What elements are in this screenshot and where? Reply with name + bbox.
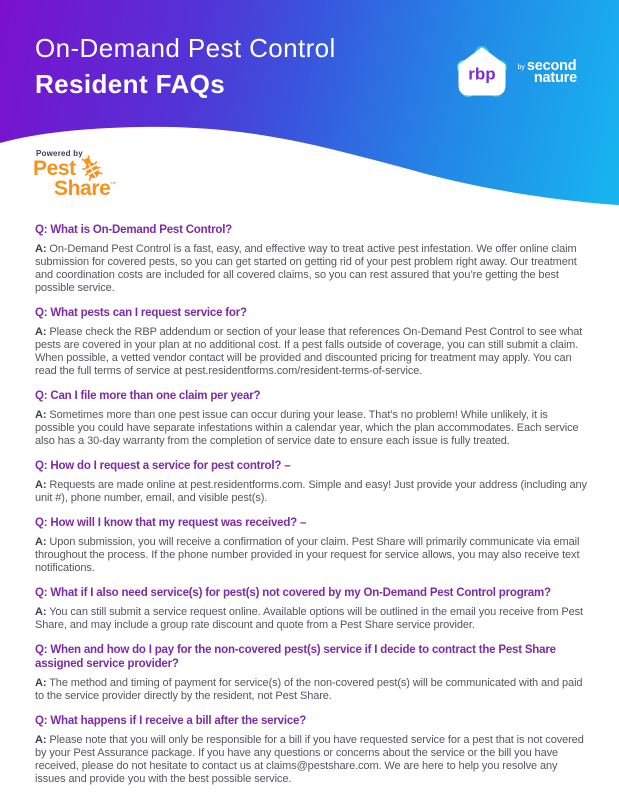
pest-share-word1: Pest (33, 157, 76, 180)
answer-prefix: A: (35, 243, 47, 255)
rbp-logo (456, 46, 508, 98)
page-title-line1: On-Demand Pest Control (35, 33, 336, 63)
rbp-second-nature-brand (456, 46, 577, 98)
faq-answer (35, 606, 589, 632)
powered-by-label: Powered by (36, 149, 83, 158)
faq-item (35, 516, 589, 575)
faq-item (35, 389, 589, 448)
second-nature-words (526, 57, 577, 86)
pest-share-word2: Share (54, 177, 111, 200)
faq-question: Q: How do I request a service for pest control? – (35, 460, 291, 472)
pest-share-logo (33, 149, 116, 199)
faq-question: Q: What if I also need service(s) for pest(s) not covered by my On-Demand Pest Control program? (35, 587, 551, 599)
by-label: by (517, 63, 525, 71)
faq-item (35, 714, 589, 786)
faq-item (35, 306, 589, 378)
answer-prefix: A: (35, 677, 47, 689)
faq-answer (35, 677, 589, 703)
answer-text: You can still submit a service request online. Available options will be outlined in the email you receive from Pest Share, and may include a group rate discount and quote from a Pest Share service provider. (35, 606, 583, 631)
answer-prefix: A: (35, 734, 47, 746)
faq-list (0, 210, 619, 786)
faq-item (35, 459, 589, 505)
faq-question: Q: How will I know that my request was received? – (35, 517, 307, 529)
rbp-logo-text: rbp (468, 64, 497, 84)
answer-text: Upon submission, you will receive a confirmation of your claim. Pest Share will primarily communicate via email throughout the process. If the phone number provided in your request for service allows, you may also receive text notifications. (35, 536, 580, 574)
faq-question: Q: When and how do I pay for the non-covered pest(s) service if I decide to contract the Pest Share assigned service provider? (35, 644, 556, 670)
trademark-symbol: ™ (110, 182, 117, 188)
answer-prefix: A: (35, 479, 47, 491)
faq-item (35, 223, 589, 295)
faq-answer (35, 409, 589, 448)
page-title (35, 33, 336, 99)
answer-text: Sometimes more than one pest issue can occur during your lease. That’s no problem! While unlikely, it is possible you could have separate infestations within a calendar year, which the plan accommodates. Each service also has a 30-day warranty from the completion of service date to ensure each issue is fully treated. (35, 409, 579, 447)
faq-question: Q: What pests can I request service for? (35, 307, 247, 319)
answer-text: Please check the RBP addendum or section of your lease that references On-Demand Pest Control to see what pests are covered in your plan at no additional cost. If a pest falls outside of coverage, you can still submit a claim. When possible, a vetted vendor contact will be provided and discounted pricing for treatment may apply. You can read the full terms of service at pest.residentforms.com/resident-terms-of-service. (35, 326, 583, 377)
faq-answer (35, 326, 589, 378)
page-title-line2: Resident FAQs (35, 69, 226, 99)
answer-text: Please note that you will only be responsible for a bill if you have requested service for a pest that is not covered by your Pest Assurance package. If you have any questions or concerns about the service or the bill you have received, please do not hesitate to contact us at claims@pestshare.com. We are here to help you resolve any issues and provide you with the best possible service. (35, 734, 584, 785)
answer-prefix: A: (35, 409, 47, 421)
faq-item (35, 643, 589, 703)
answer-text: On-Demand Pest Control is a fast, easy, and effective way to treat active pest infestation. We offer online claim submission for covered pests, so you can get started on getting rid of your pest problem right away. Our treatment and coordination costs are included for all covered claims, so you can rest assured that you’re getting the best possible service. (35, 243, 577, 294)
answer-text: Requests are made online at pest.residentforms.com. Simple and easy! Just provide your address (including any unit #), phone number, email, and visible pest(s). (35, 479, 587, 504)
faq-answer (35, 243, 589, 295)
faq-answer (35, 536, 589, 575)
answer-prefix: A: (35, 536, 47, 548)
second-nature-wordmark (517, 57, 577, 86)
rbp-house-icon (456, 46, 508, 98)
second-nature-line2: nature (533, 70, 577, 86)
answer-prefix: A: (35, 326, 47, 338)
answer-text: The method and timing of payment for service(s) of the non-covered pest(s) will be communicated with and paid to the service provider directly by the resident, not Pest Share. (35, 677, 583, 702)
faq-item (35, 586, 589, 632)
faq-answer (35, 479, 589, 505)
second-nature-line1: second (526, 57, 577, 74)
faq-answer (35, 734, 589, 786)
faq-question: Q: What is On-Demand Pest Control? (35, 224, 233, 236)
faq-question: Q: Can I file more than one claim per year? (35, 390, 261, 402)
faq-question: Q: What happens if I receive a bill after the service? (35, 715, 307, 727)
answer-prefix: A: (35, 606, 47, 618)
